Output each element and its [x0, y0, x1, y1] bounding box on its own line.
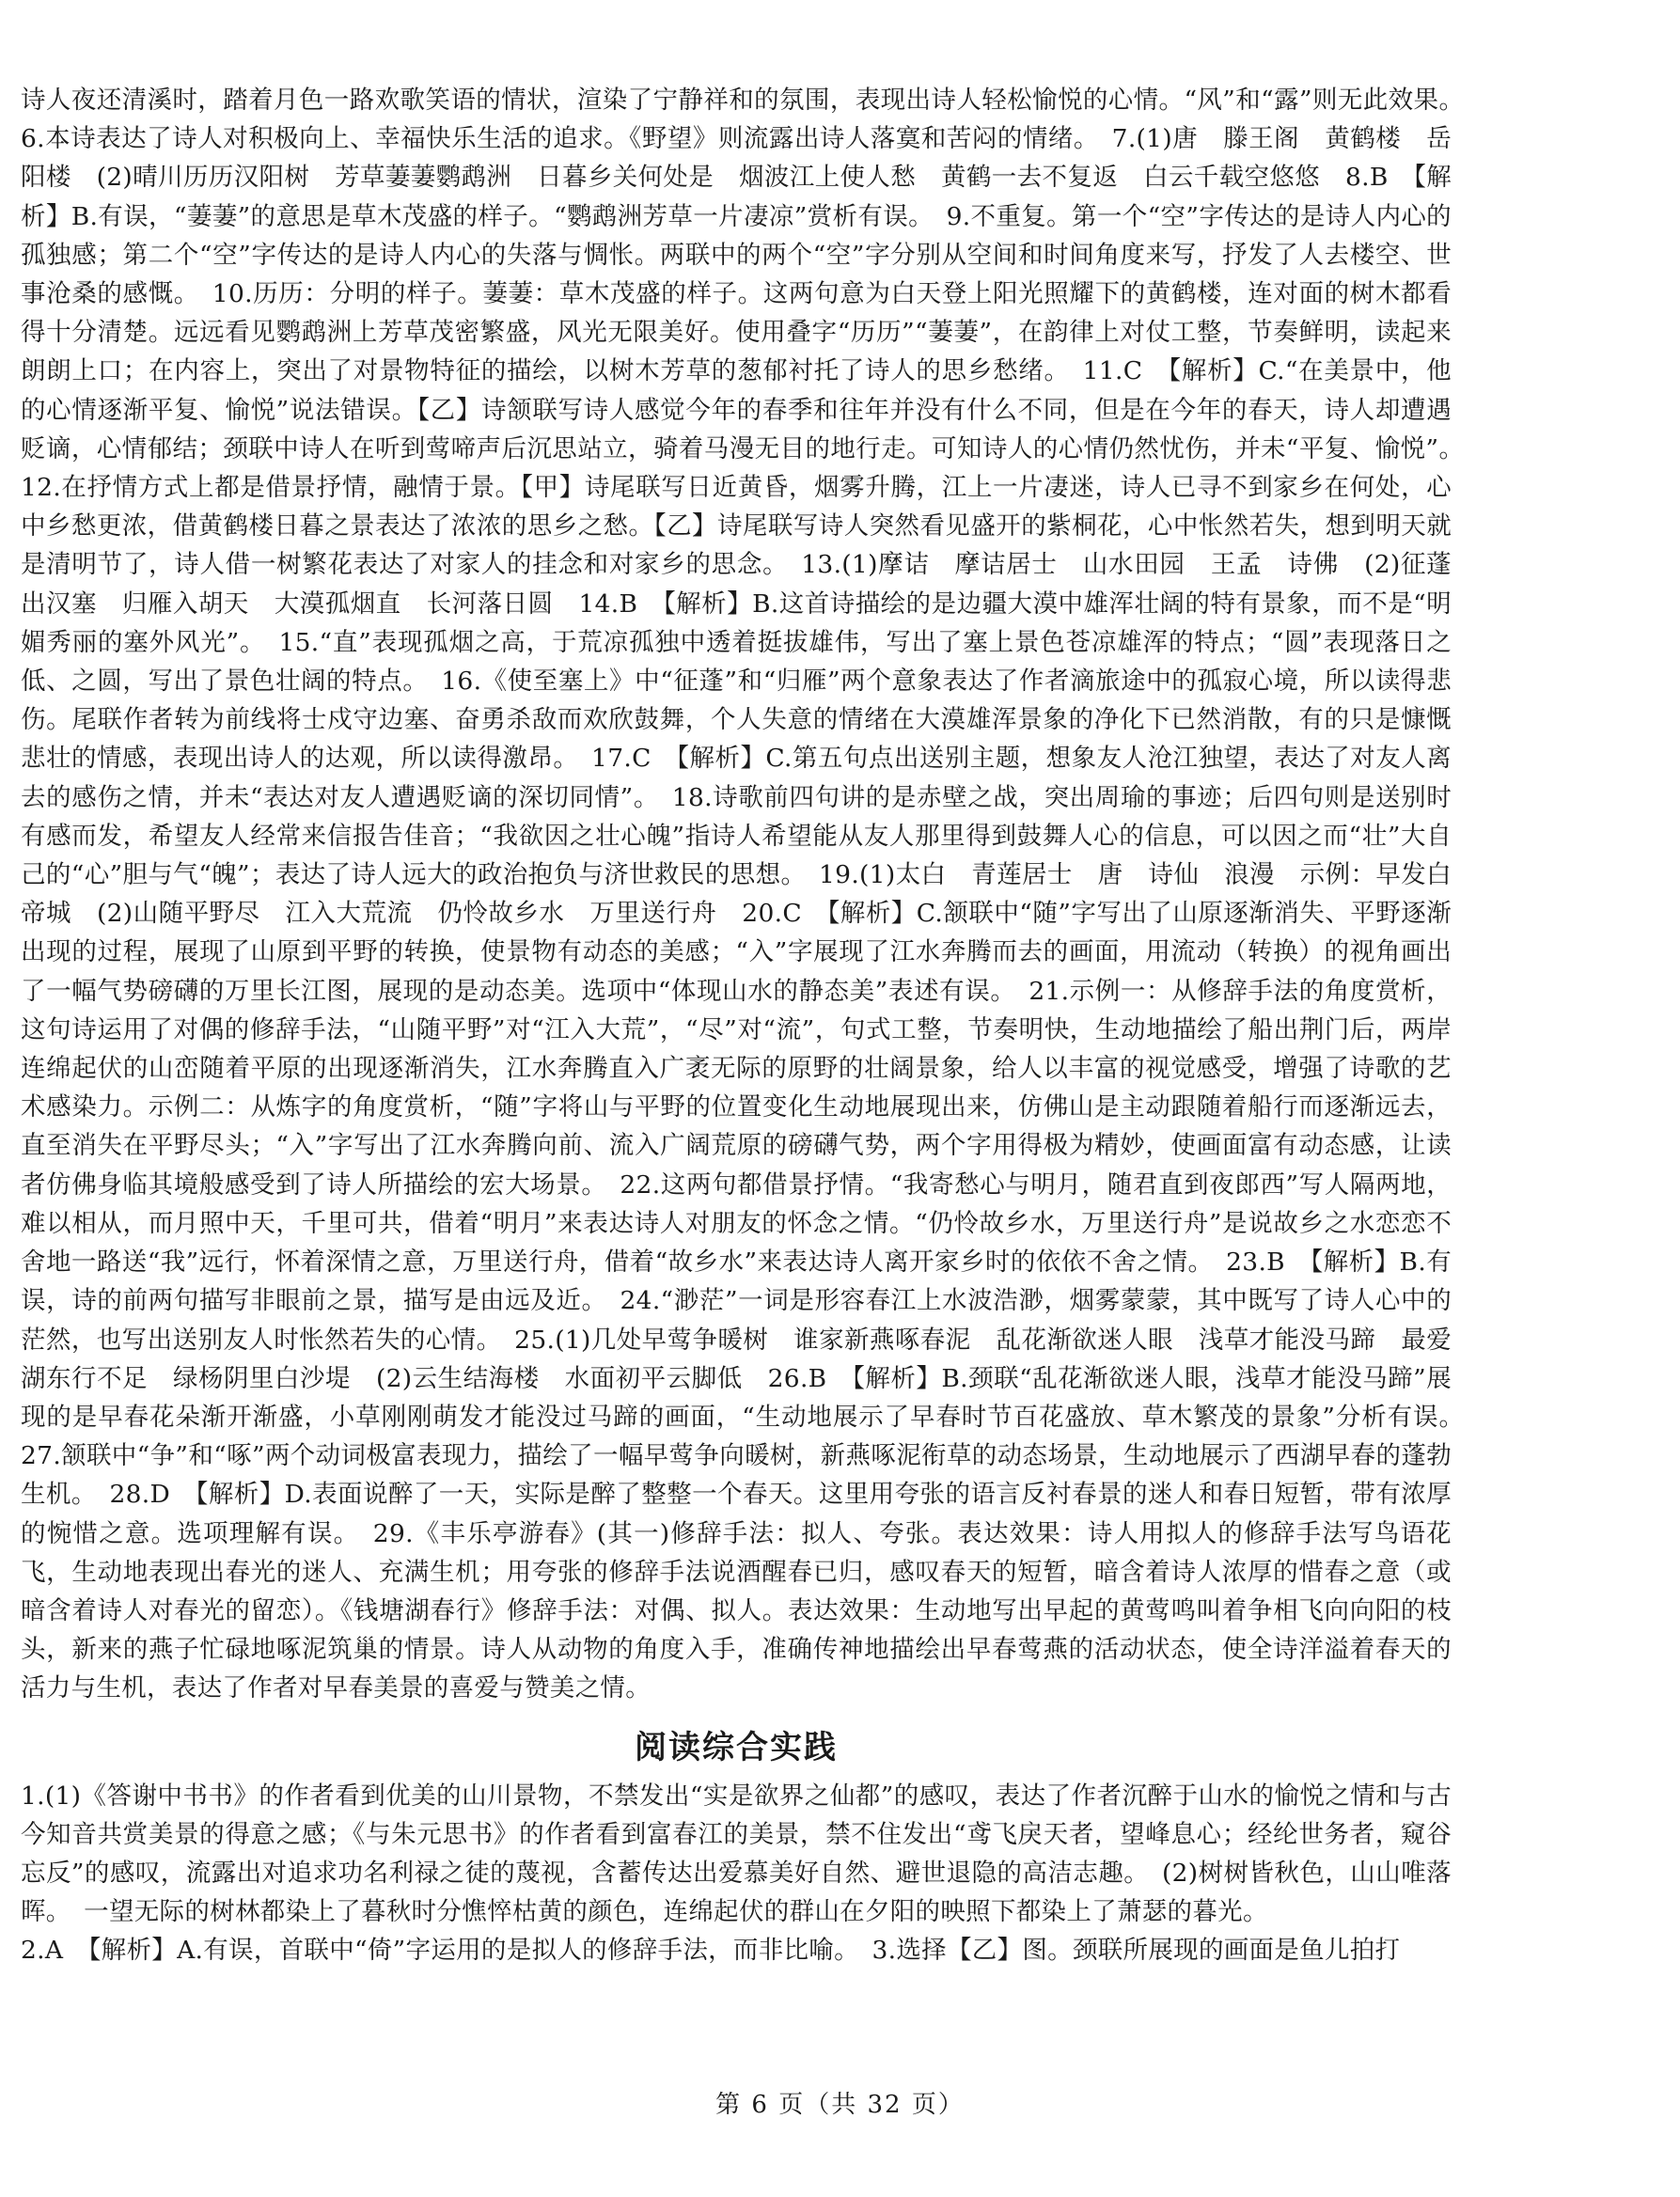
answer-text-part3: 2.A 【解析】A.有误，首联中“倚”字运用的是拟人的修辞手法，而非比喻。 3.选择【乙】图。颈联所展现的画面是鱼儿拍打	[21, 1936, 1401, 1966]
section-title: 阅读综合实践	[635, 1728, 838, 1766]
answer-text-part2: 1.(1)《答谢中书书》的作者看到优美的山川景物，不禁发出“实是欲界之仙都”的感叹，表达了作者沉醉于山水的愉悦之情和与古今知音共赏美景的得意之感；《与朱元思书》的作者看到富春江的美景，禁不住发出“鸢飞戾天者，望峰息心；经纶世务者，窥谷忘反”的感叹，流露出对追求功名利禄之徒的蔑视，含蓄传达出爱慕美好自然、避世退隐的高洁志趣。 (2)树树皆秋色，山山唯落晖。 一望无际的树林都染上了暮秋时分憔悴枯黄的颜色，连绵起伏的群山在夕阳的映照下都染上了萧瑟的暮光。	[21, 1781, 1452, 1927]
answer-text-part1: 诗人夜还清溪时，踏着月色一路欢歌笑语的情状，渲染了宁静祥和的氛围，表现出诗人轻松愉悦的心情。“风”和“露”则无此效果。 6.本诗表达了诗人对积极向上、幸福快乐生活的追求。《野望》则流露出诗人落寞和苦闷的情绪。 7.(1)唐 滕王阁 黄鹤楼 岳阳楼 (2)晴川历历汉阳树 芳草萋萋鹦鹉洲 日暮乡关何处是 烟波江上使人愁 黄鹤一去不复返 白云千载空悠悠 8.B 【解析】B.有误，“萋萋”的意思是草木茂盛的样子。“鹦鹉洲芳草一片凄凉”赏析有误。 9.不重复。第一个“空”字传达的是诗人内心的孤独感；第二个“空”字传达的是诗人内心的失落与惆怅。两联中的两个“空”字分别从空间和时间角度来写，抒发了人去楼空、世事沧桑的感慨。 10.历历：分明的样子。萋萋：草木茂盛的样子。这两句意为白天登上阳光照耀下的黄鹤楼，连对面的树木都看得十分清楚。远远看见鹦鹉洲上芳草茂密繁盛，风光无限美好。使用叠字“历历”“萋萋”，在韵律上对仗工整，节奏鲜明，读起来朗朗上口；在内容上，突出了对景物特征的描绘，以树木芳草的葱郁衬托了诗人的思乡愁绪。 11.C 【解析】C.“在美景中，他的心情逐渐平复、愉悦”说法错误。【乙】诗颔联写诗人感觉今年的春季和往年并没有什么不同，但是在今年的春天，诗人却遭遇贬谪，心情郁结；颈联中诗人在听到莺啼声后沉思站立，骑着马漫无目的地行走。可知诗人的心情仍然忧伤，并未“平复、愉悦”。 12.在抒情方式上都是借景抒情，融情于景。【甲】诗尾联写日近黄昏，烟雾升腾，江上一片凄迷，诗人已寻不到家乡在何处，心中乡愁更浓，借黄鹤楼日暮之景表达了浓浓的思乡之愁。【乙】诗尾联写诗人突然看见盛开的紫桐花，心中怅然若失，想到明天就是清明节了，诗人借一树繁花表达了对家人的挂念和对家乡的思念。 13.(1)摩诘 摩诘居士 山水田园 王孟 诗佛 (2)征蓬出汉塞 归雁入胡天 大漠孤烟直 长河落日圆 14.B 【解析】B.这首诗描绘的是边疆大漠中雄浑壮阔的特有景象，而不是“明媚秀丽的塞外风光”。 15.“直”表现孤烟之高，于荒凉孤独中透着挺拔雄伟，写出了塞上景色苍凉雄浑的特点；“圆”表现落日之低、之圆，写出了景色壮阔的特点。 16.《使至塞上》中“征蓬”和“归雁”两个意象表达了作者滴旅途中的孤寂心境，所以读得悲伤。尾联作者转为前线将士戍守边塞、奋勇杀敌而欢欣鼓舞，个人失意的情绪在大漠雄浑景象的净化下已然消散，有的只是慷慨悲壮的情感，表现出诗人的达观，所以读得激昂。 17.C 【解析】C.第五句点出送别主题，想象友人沧江独望，表达了对友人离去的感伤之情，并未“表达对友人遭遇贬谪的深切同情”。 18.诗歌前四句讲的是赤壁之战，突出周瑜的事迹；后四句则是送别时有感而发，希望友人经常来信报告佳音；“我欲因之壮心魄”指诗人希望能从友人那里得到鼓舞人心的信息，可以因之而“壮”大自己的“心”胆与气“魄”；表达了诗人远大的政治抱负与济世救民的思想。 19.(1)太白 青莲居士 唐 诗仙 浪漫 示例：早发白帝城 (2)山随平野尽 江入大荒流 仍怜故乡水 万里送行舟 20.C 【解析】C.颔联中“随”字写出了山原逐渐消失、平野逐渐出现的过程，展现了山原到平野的转换，使景物有动态的美感；“入”字展现了江水奔腾而去的画面，用流动（转换）的视角画出了一幅气势磅礴的万里长江图，展现的是动态美。选项中“体现山水的静态美”表述有误。 21.示例一：从修辞手法的角度赏析，这句诗运用了对偶的修辞手法，“山随平野”对“江入大荒”，“尽”对“流”，句式工整，节奏明快，生动地描绘了船出荆门后，两岸连绵起伏的山峦随着平原的出现逐渐消失，江水奔腾直入广袤无际的原野的壮阔景象，给人以丰富的视觉感受，增强了诗歌的艺术感染力。示例二：从炼字的角度赏析，“随”字将山与平野的位置变化生动地展现出来，仿佛山是主动跟随着船行而逐渐远去，直至消失在平野尽头；“入”字写出了江水奔腾向前、流入广阔荒原的磅礴气势，两个字用得极为精妙，使画面富有动态感，让读者仿佛身临其境般感受到了诗人所描绘的宏大场景。 22.这两句都借景抒情。“我寄愁心与明月，随君直到夜郎西”写人隔两地，难以相从，而月照中天，千里可共，借着“明月”来表达诗人对朋友的怀念之情。“仍怜故乡水，万里送行舟”是说故乡之水恋恋不舍地一路送“我”远行，怀着深情之意，万里送行舟，借着“故乡水”来表达诗人离开家乡时的依依不舍之情。 23.B 【解析】B.有误，诗的前两句描写非眼前之景，描写是由远及近。 24.“渺茫”一词是形容春江上水波浩渺，烟雾蒙蒙，其中既写了诗人心中的茫然，也写出送别友人时怅然若失的心情。 25.(1)几处早莺争暖树 谁家新燕啄春泥 乱花渐欲迷人眼 浅草才能没马蹄 最爱湖东行不足 绿杨阴里白沙堤 (2)云生结海楼 水面初平云脚低 26.B 【解析】B.颈联“乱花渐欲迷人眼，浅草才能没马蹄”展现的是早春花朵渐开渐盛，小草刚刚萌发才能没过马蹄的画面，“生动地展示了早春时节百花盛放、草木繁茂的景象”分析有误。 27.颔联中“争”和“啄”两个动词极富表现力，描绘了一幅早莺争向暖树，新燕啄泥衔草的动态场景，生动地展示了西湖早春的蓬勃生机。 28.D 【解析】D.表面说醉了一天，实际是醉了整整一个春天。这里用夸张的语言反衬春景的迷人和春日短暂，带有浓厚的惋惜之意。选项理解有误。 29.《丰乐亭游春》(其一)修辞手法：拟人、夸张。表达效果：诗人用拟人的修辞手法写鸟语花飞，生动地表现出春光的迷人、充满生机；用夸张的修辞手法说酒醒春已归，感叹春天的短暂，暗含着诗人浓厚的惜春之意（或暗含着诗人对春光的留恋）。《钱塘湖春行》修辞手法：对偶、拟人。表达效果：生动地写出早起的黄莺鸣叫着争相飞向向阳的枝头，新来的燕子忙碌地啄泥筑巢的情景。诗人从动物的角度入手，准确传神地描绘出早春莺燕的活动状态，使全诗洋溢着春天的活力与生机，表达了作者对早春美景的喜爱与赞美之情。	[21, 86, 1477, 1703]
answer-page	[21, 81, 1477, 1970]
page-number-footer: 第 6 页（共 32 页）	[715, 2091, 965, 2119]
